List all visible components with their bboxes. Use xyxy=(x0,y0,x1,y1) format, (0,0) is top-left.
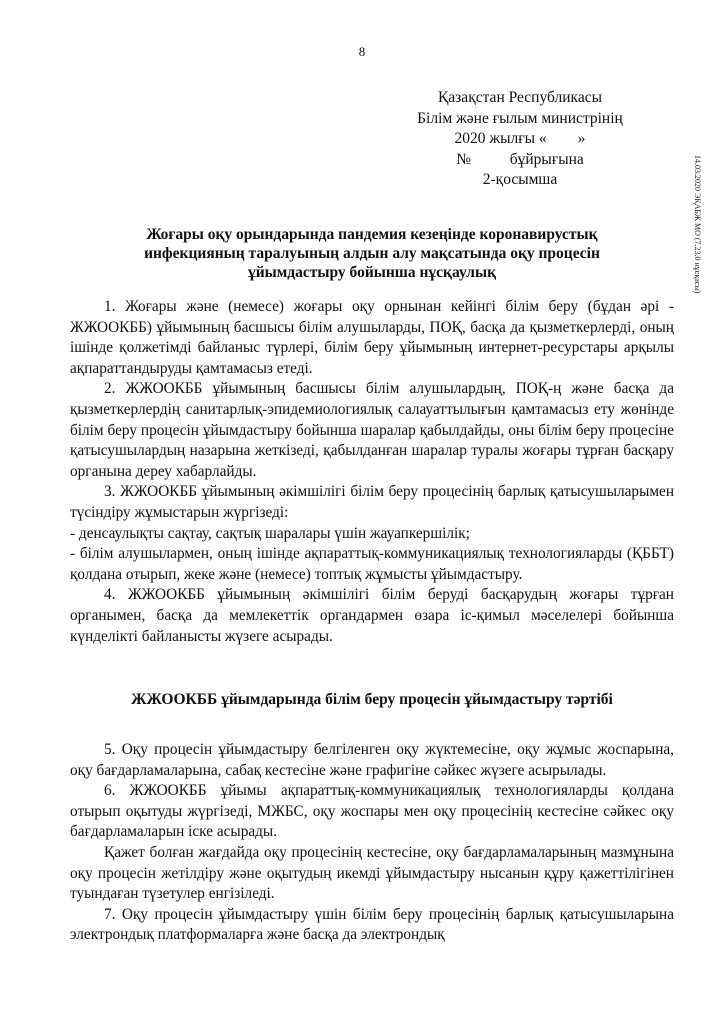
paragraph-5: 5. Оқу процесін ұйымдастыру белгіленген оқу жүктемесіне, оқу жұмыс жоспарына, оқу бағдарламаларына, сабақ кестесіне және графигіне сәйкес жүзеге асырылады. xyxy=(70,741,674,779)
title-line-1: Жоғары оқу орындарында пандемия кезеңінде коронавирустық xyxy=(146,226,598,243)
title-line-2: инфекцияның таралуының алдын алу мақсатында оқу процесін xyxy=(144,245,600,262)
paragraph-6: 6. ЖЖООКББ ұйымы ақпараттық-коммуникациялық технологияларды қолдана отырып оқытуды жүргізеді, МЖБС, оқу жоспары мен оқу процесінің кестесіне сәйкес оқу бағдарламаларын іске асырады. xyxy=(70,782,674,841)
paragraph-2: 2. ЖЖООКББ ұйымының басшысы білім алушылардың, ПОҚ-ң және басқа да қызметкерлердің санитарлық-эпидемиологиялық салауаттылығын қамтамасыз ету жөнінде білім беру процесін ұйымдастыру бойынша шаралар қабылдайды, оны білім беру процесіне қатысушылардың назарына жеткізеді, қабылданған шаралар туралы жоғары тұрған басқару органына дереу хабарлайды. xyxy=(70,380,674,480)
paragraph-7: 7. Оқу процесін ұйымдастыру үшін білім беру процесінің барлық қатысушыларына электрондық платформаларға және басқа да электрондық xyxy=(70,905,674,944)
paragraph-3-item-2: - білім алушылармен, оның ішінде ақпараттық-коммуникациялық технологияларды (ҚББТ) қолдана отырып, жеке және (немесе) топтық жұмысты ұйымдастыру. xyxy=(70,545,674,583)
section-general xyxy=(70,297,674,647)
paragraph-4: 4. ЖЖООКББ ұйымының әкімшілігі білім беруді басқарудың жоғары тұрған органымен, басқа да мемлекеттік органдармен өзара іс-қимыл мәселелері бойынша күнделікті байланысты жүзеге асырады. xyxy=(70,586,674,645)
header-line-date: 2020 жылғы « » xyxy=(454,130,586,147)
section-heading-organization: ЖЖООКББ ұйымдарында білім беру процесін ұйымдастыру тәртібі xyxy=(131,691,613,708)
section-organization xyxy=(70,740,674,946)
title-line-3: ұйымдастыру бойынша нұсқаулық xyxy=(247,264,497,281)
page-number: 8 xyxy=(358,44,366,59)
header-line-order-number: № бұйрығына xyxy=(456,150,584,168)
paragraph-1: 1. Жоғары және (немесе) жоғары оқу орнынан кейінгі білім беру (бұдан әрі - ЖЖООКББ) ұйымының басшысы білім алушыларды, ПОҚ, басқа да қызметкерлерді, оның ішінде қолжетімді байланыс түрлері, білім беру ұйымының интернет-ресурстары арқылы ақпараттандыруды қамтамасыз етеді. xyxy=(70,298,674,377)
paragraph-6b: Қажет болған жағдайда оқу процесінің кестесіне, оқу бағдарламаларының мазмұнына оқу процесін жетілдіру және оқытудың икемді ұйымдастыру нысанын құру қажеттілігінен туындаған түзетулер енгізіледі. xyxy=(70,843,674,903)
paragraph-3: 3. ЖЖООКББ ұйымының әкімшілігі білім беру процесінің барлық қатысушыларымен түсіндіру жұмыстарын жүргізеді: xyxy=(70,483,674,521)
paragraph-3-item-1: - денсаулықты сақтау, сақтық шаралары үшін жауапкершілік; xyxy=(70,524,470,542)
approval-header xyxy=(396,88,644,191)
document-title xyxy=(70,225,674,282)
side-stamp-text: 14.03.2020 ЭҚАБЖ МО (7.23.0 нұсқасы) xyxy=(693,155,702,294)
header-line-country: Қазақстан Республикасы xyxy=(437,89,603,106)
header-line-ministry: Білім және ғылым министрінің xyxy=(417,109,623,127)
header-line-appendix: 2-қосымша xyxy=(482,171,558,188)
